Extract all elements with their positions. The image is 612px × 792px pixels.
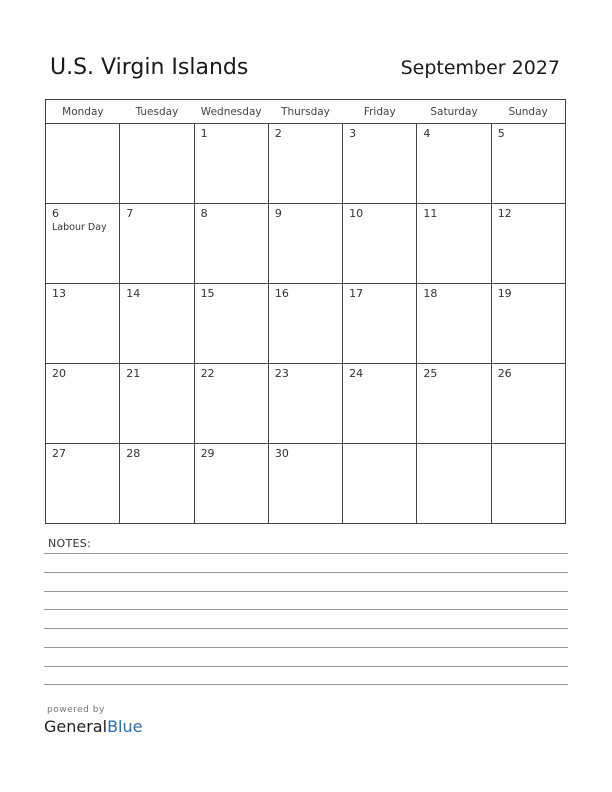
calendar-day-cell (268, 444, 342, 524)
calendar-grid (45, 99, 566, 524)
day-number: 24 (349, 367, 364, 380)
calendar-day-cell (120, 444, 194, 524)
note-line (44, 553, 568, 554)
day-number: 17 (349, 287, 364, 300)
day-number: 14 (126, 287, 141, 300)
day-number: 18 (423, 287, 438, 300)
day-number: 25 (423, 367, 438, 380)
day-number: 15 (200, 287, 215, 300)
note-line (44, 628, 568, 629)
calendar-day-cell (268, 284, 342, 364)
calendar-day-cell (194, 364, 268, 444)
calendar-day-cell (268, 204, 342, 284)
calendar-day-cell (194, 124, 268, 204)
brand-blue: Blue (107, 717, 143, 736)
notes-label: NOTES: (48, 537, 92, 550)
calendar-day-cell (46, 284, 120, 364)
calendar-week-row (46, 444, 566, 524)
day-number: 29 (200, 447, 215, 460)
day-number: 8 (200, 207, 208, 220)
calendar-day-cell (491, 364, 565, 444)
calendar-day-cell (120, 124, 194, 204)
calendar-day-cell (343, 444, 417, 524)
calendar-day-cell (46, 444, 120, 524)
calendar-day-cell (268, 124, 342, 204)
powered-by-text: powered by (47, 705, 105, 715)
weekday-monday: Monday (46, 100, 120, 124)
day-number: 4 (423, 127, 431, 140)
calendar-day-cell (46, 204, 120, 284)
calendar-day-cell (491, 444, 565, 524)
brand-general: General (44, 717, 108, 736)
weekday-wednesday: Wednesday (194, 100, 268, 124)
day-number: 30 (274, 447, 289, 460)
day-number: 9 (274, 207, 282, 220)
weekday-header-row (46, 100, 566, 124)
day-number: 23 (274, 367, 289, 380)
calendar-day-cell (343, 364, 417, 444)
calendar-day-cell (343, 204, 417, 284)
day-number: 27 (52, 447, 66, 460)
calendar-day-cell (46, 364, 120, 444)
calendar-day-cell (268, 364, 342, 444)
day-number: 20 (52, 367, 66, 380)
note-line (44, 609, 568, 610)
weekday-sunday: Sunday (491, 100, 565, 124)
brand-logo (44, 717, 142, 736)
note-line (44, 572, 568, 573)
day-number: 2 (274, 127, 282, 140)
day-number: 13 (52, 287, 66, 300)
calendar-day-cell (343, 124, 417, 204)
day-number: 21 (126, 367, 141, 380)
weekday-thursday: Thursday (268, 100, 342, 124)
day-number: 22 (200, 367, 215, 380)
calendar-day-cell (120, 284, 194, 364)
weekday-saturday: Saturday (417, 100, 491, 124)
day-number: 1 (200, 127, 208, 140)
calendar-week-row (46, 124, 566, 204)
holiday-label: Labour Day (52, 222, 107, 233)
calendar-day-cell (417, 444, 491, 524)
calendar-day-cell (194, 284, 268, 364)
calendar-week-row (46, 204, 566, 284)
day-number: 3 (349, 127, 357, 140)
calendar-day-cell (417, 364, 491, 444)
note-line (44, 591, 568, 592)
calendar-week-row (46, 284, 566, 364)
calendar-day-cell (491, 204, 565, 284)
calendar-day-cell (343, 284, 417, 364)
calendar-day-cell (120, 204, 194, 284)
day-number: 19 (497, 287, 512, 300)
day-number: 5 (497, 127, 505, 140)
calendar-day-cell (46, 124, 120, 204)
day-number: 16 (274, 287, 289, 300)
calendar-day-cell (417, 284, 491, 364)
calendar-day-cell (194, 444, 268, 524)
month-year-title: September 2027 (400, 57, 560, 79)
day-number: 11 (423, 207, 438, 220)
note-line (44, 647, 568, 648)
weekday-tuesday: Tuesday (120, 100, 194, 124)
calendar-day-cell (194, 204, 268, 284)
calendar-day-cell (417, 124, 491, 204)
calendar-day-cell (417, 204, 491, 284)
note-line (44, 666, 568, 667)
note-line (44, 684, 568, 685)
weekday-friday: Friday (343, 100, 417, 124)
calendar-day-cell (491, 124, 565, 204)
calendar-week-row (46, 364, 566, 444)
day-number: 12 (497, 207, 512, 220)
day-number: 10 (349, 207, 364, 220)
day-number: 6 (52, 207, 59, 220)
region-title: U.S. Virgin Islands (50, 55, 249, 80)
calendar-day-cell (491, 284, 565, 364)
day-number: 28 (126, 447, 141, 460)
day-number: 26 (497, 367, 512, 380)
day-number: 7 (126, 207, 134, 220)
calendar-day-cell (120, 364, 194, 444)
